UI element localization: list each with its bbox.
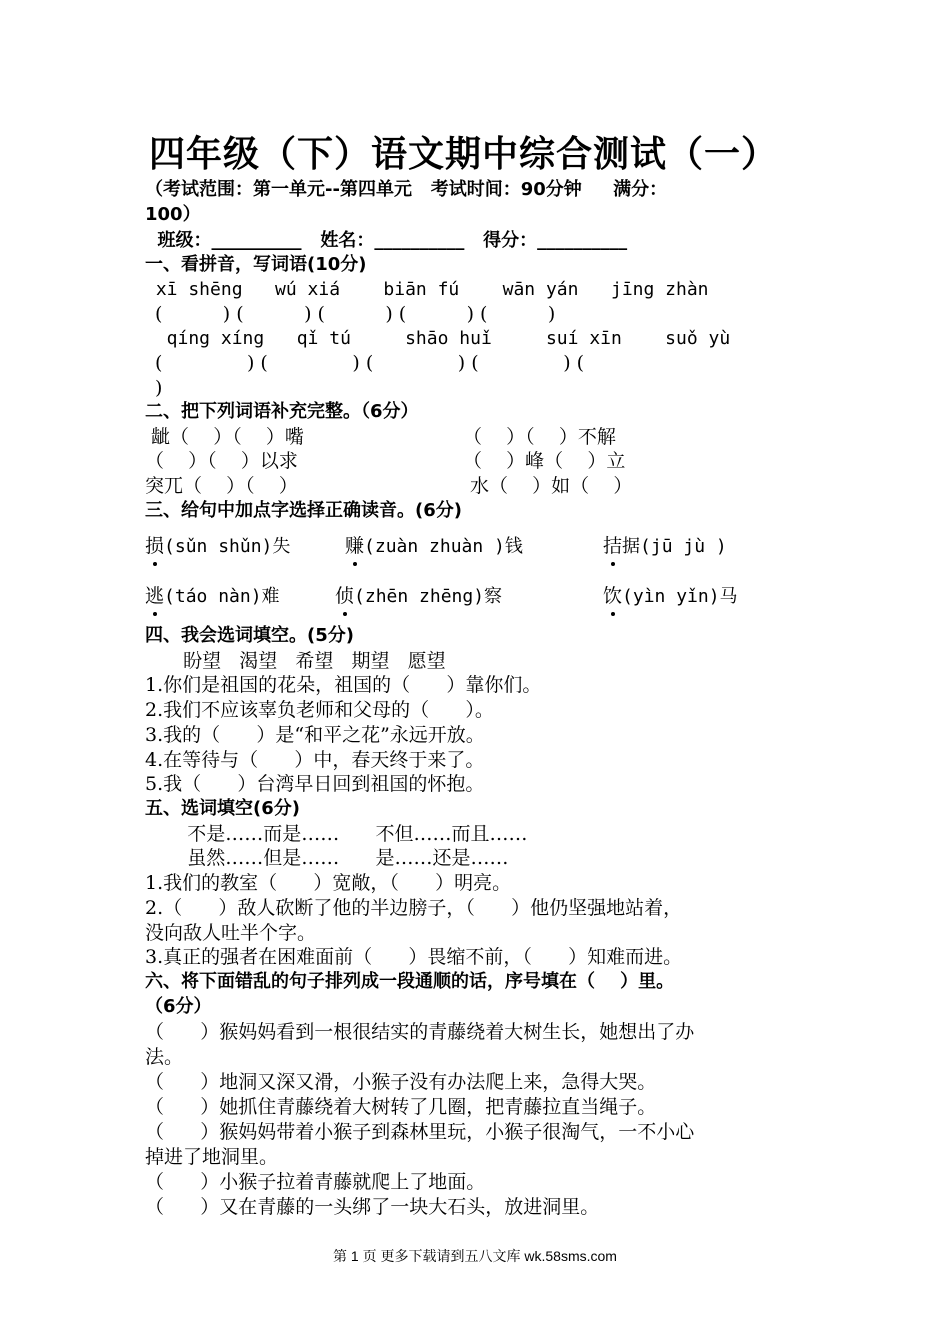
idiom-row-3-left: 突兀（ ）（ ）	[145, 475, 298, 497]
fill-sentence: 5.我（ ）台湾早日回到祖国的怀抱。	[145, 773, 485, 795]
dotted-char: 侦	[335, 585, 355, 607]
fill-sentence: 4.在等待与（ ）中，春天终于来了。	[145, 749, 485, 771]
page-footer: 第 1 页 更多下载请到五八文库 wk.58sms.com	[333, 1248, 617, 1264]
pronunciation-item	[145, 534, 290, 559]
section-4-heading: 四、我会选词填空。(5分)	[145, 625, 354, 646]
answer-blanks-row-2-end: )	[155, 377, 163, 399]
exam-title: 四年级（下）语文期中综合测试（一）	[149, 134, 779, 175]
pronunciation-item	[603, 584, 738, 609]
idiom-row-2-right: （ ）峰（ ）立	[463, 450, 626, 472]
answer-blanks-row-1: ( ) ( ) ( ) ( ) ( )	[155, 303, 556, 325]
section-2-heading: 二、把下列词语补充完整。（6分）	[145, 401, 419, 422]
ordering-sentence: （ ）猴妈妈看到一根很结实的青藤绕着大树生长，她想出了办	[145, 1021, 695, 1043]
ordering-sentence: 法。	[145, 1046, 184, 1068]
dotted-char: 赚	[345, 535, 365, 557]
section-3-heading: 三、给句中加点字选择正确读音。(6分)	[145, 500, 462, 521]
ordering-sentence: （ ）地洞又深又滑，小猴子没有办法爬上来，急得大哭。	[145, 1071, 657, 1093]
pinyin-row-2: qíng xíng qǐ tú shāo huǐ suí xīn suǒ yù	[145, 328, 731, 349]
pronunciation-options: (yìn yǐn)马	[622, 586, 738, 607]
pronunciation-options: 据(jū jù )	[622, 536, 727, 557]
fill-sentence: 1.我们的教室（ ）宽敞，（ ）明亮。	[145, 872, 512, 894]
ordering-sentence: （ ）她抓住青藤绕着大树转了几圈，把青藤拉直当绳子。	[145, 1096, 657, 1118]
ordering-sentence: （ ）小猴子拉着青藤就爬上了地面。	[145, 1171, 486, 1193]
student-info-line: 班级：__________ 姓名：__________ 得分：__________	[145, 230, 628, 251]
idiom-row-2-left: （ ）（ ）以求	[145, 450, 298, 472]
section-5-heading: 五、选词填空(6分)	[145, 798, 300, 819]
pronunciation-item	[145, 584, 280, 609]
fill-sentence: 2.（ ）敌人砍断了他的半边膀子，（ ）他仍坚强地站着，	[145, 897, 683, 919]
pronunciation-options: (zhēn zhēng)察	[354, 586, 503, 607]
answer-blanks-row-2: ( ) ( ) ( ) ( ) (	[155, 352, 585, 374]
ordering-sentence: 掉进了地洞里。	[145, 1146, 279, 1168]
pronunciation-item	[603, 534, 727, 559]
dotted-char: 饮	[603, 585, 623, 607]
idiom-row-1-left: 龇（ ）（ ）嘴	[145, 426, 304, 448]
dotted-char: 损	[145, 535, 165, 557]
exam-info-line-2: 100）	[145, 204, 201, 225]
idiom-row-3-right: 水（ ）如（ ）	[470, 475, 633, 497]
section-1-heading: 一、看拼音，写词语(10分)	[145, 254, 367, 275]
dotted-char: 拮	[603, 535, 623, 557]
fill-sentence: 3.我的（ ）是“和平之花”永远开放。	[145, 724, 485, 746]
idiom-row-1-right: （ ）（ ）不解	[463, 426, 616, 448]
pronunciation-options: (táo nàn)难	[164, 586, 280, 607]
fill-sentence: 2.我们不应该辜负老师和父母的（ ）。	[145, 699, 494, 721]
pronunciation-item	[335, 584, 502, 609]
dotted-char: 逃	[145, 585, 165, 607]
pinyin-row-1: xī shēng wú xiá biān fú wān yán jīng zhàn	[145, 279, 709, 300]
conjunction-bank-row: 不是……而是…… 不但……而且……	[145, 823, 528, 845]
fill-sentence: 没向敌人吐半个字。	[145, 922, 317, 944]
section-6-score: （6分）	[145, 996, 212, 1017]
pronunciation-options: (zuàn zhuàn )钱	[364, 536, 523, 557]
ordering-sentence: （ ）又在青藤的一头绑了一块大石头，放进洞里。	[145, 1196, 600, 1218]
fill-sentence: 1.你们是祖国的花朵，祖国的（ ）靠你们。	[145, 674, 542, 696]
word-bank: 盼望 渴望 希望 期望 愿望	[165, 650, 446, 672]
pronunciation-options: (sǔn shǔn)失	[164, 536, 291, 557]
ordering-sentence: （ ）猴妈妈带着小猴子到森林里玩，小猴子很淘气，一不小心	[145, 1121, 695, 1143]
fill-sentence: 3.真正的强者在困难面前（ ）畏缩不前，（ ）知难而进。	[145, 946, 683, 968]
exam-info-line: （考试范围：第一单元--第四单元 考试时间：90分钟 满分：	[145, 179, 668, 200]
pronunciation-item	[345, 534, 523, 559]
conjunction-bank-row: 虽然……但是…… 是……还是……	[145, 847, 509, 869]
section-6-heading: 六、将下面错乱的句子排列成一段通顺的话，序号填在（ ）里。	[145, 971, 675, 992]
